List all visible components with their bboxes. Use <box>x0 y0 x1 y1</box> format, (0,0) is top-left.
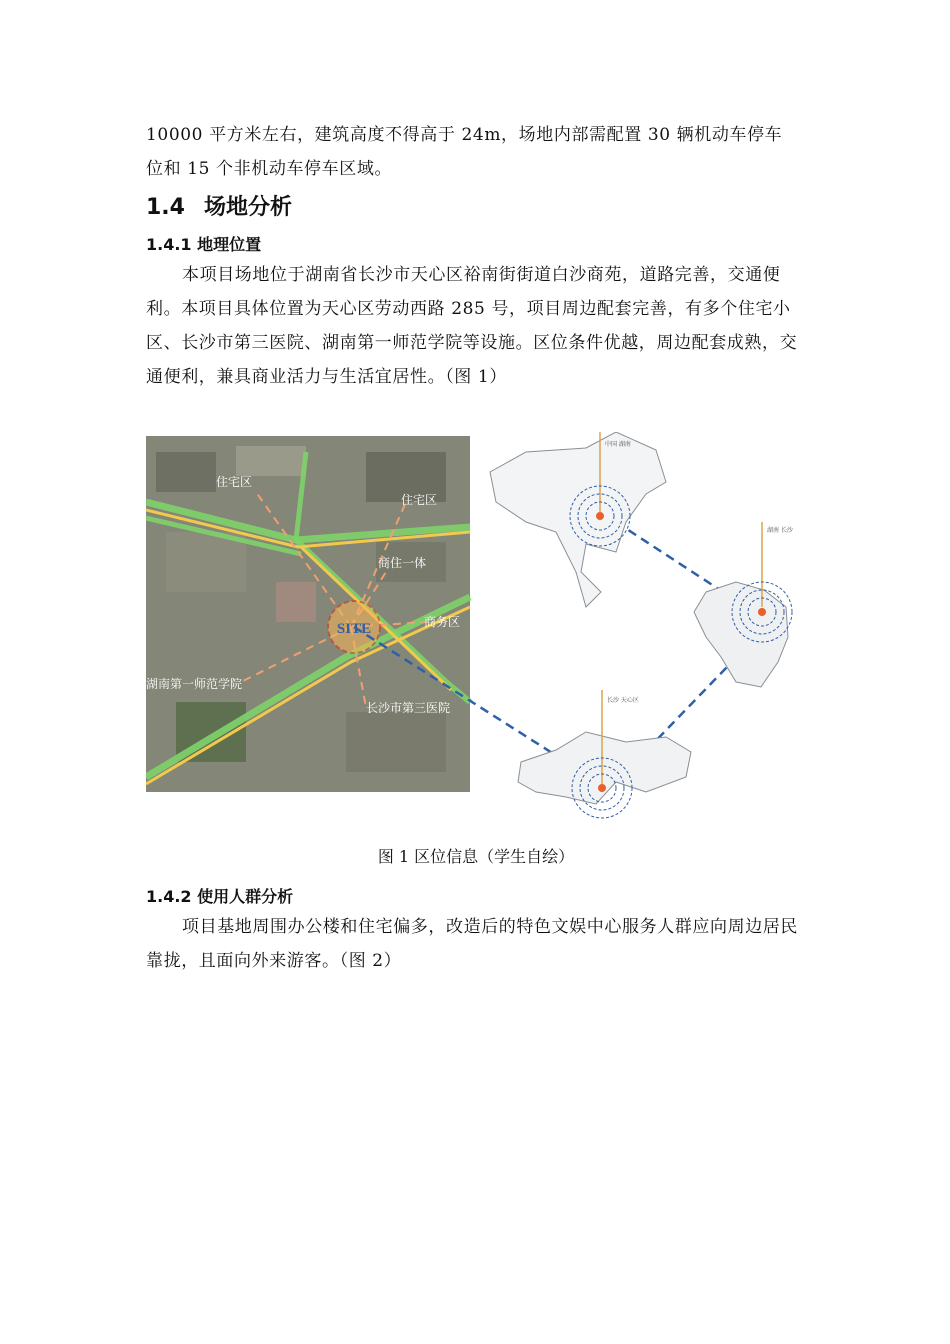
label-residential-1: 住宅区 <box>216 475 253 489</box>
section-heading <box>146 190 292 221</box>
location-paragraph: 本项目场地位于湖南省长沙市天心区裕南街街道白沙商苑，道路完善，交通便利。本项目具体位置为天心区劳动西路 285 号，项目周边配套完善，有多个住宅小区、长沙市第三医院、湖南第一师范学院等设施。区位条件优越，周边配套成熟，交通便利，兼具商业活力与生活宜居性。（图 1） <box>146 265 798 387</box>
intro-line-1: 10000 平方米左右，建筑高度不得高于 24m，场地内部需配置 30 辆机动车停车 <box>146 125 783 145</box>
label-residential-2: 住宅区 <box>401 493 438 507</box>
changsha-map <box>518 690 691 818</box>
figure-caption: 图 1 区位信息（学生自绘） <box>377 847 575 866</box>
subsection-heading-users: 1.4.2 使用人群分析 <box>146 887 294 906</box>
intro-line-2: 位和 15 个非机动车停车区域。 <box>146 159 393 179</box>
site-label: SITE <box>336 621 372 637</box>
location-figure-svg <box>146 432 806 822</box>
china-map <box>490 432 666 607</box>
subsection-heading-location: 1.4.1 地理位置 <box>146 235 262 254</box>
tag-hunan-changsha: 湖南 长沙 <box>767 527 793 534</box>
label-mixed-use: 商住一体 <box>378 556 427 570</box>
section-title: 场地分析 <box>204 195 293 220</box>
changsha-marker <box>598 784 606 792</box>
label-business-district: 商务区 <box>424 615 461 629</box>
tag-changsha-tianxin: 长沙 天心区 <box>607 697 639 704</box>
tag-china-hunan: 中国 湖南 <box>605 441 631 448</box>
label-third-hospital: 长沙市第三医院 <box>366 701 451 715</box>
china-marker <box>596 512 604 520</box>
figure-location-info <box>146 432 806 822</box>
hunan-map <box>694 522 794 687</box>
section-number: 1.4 <box>146 195 185 220</box>
aerial-map <box>146 436 470 792</box>
label-normal-university: 湖南第一师范学院 <box>146 677 243 691</box>
users-paragraph: 项目基地周围办公楼和住宅偏多，改造后的特色文娱中心服务人群应向周边居民靠拢，且面向外来游客。（图 2） <box>146 917 798 971</box>
hunan-marker <box>758 608 766 616</box>
